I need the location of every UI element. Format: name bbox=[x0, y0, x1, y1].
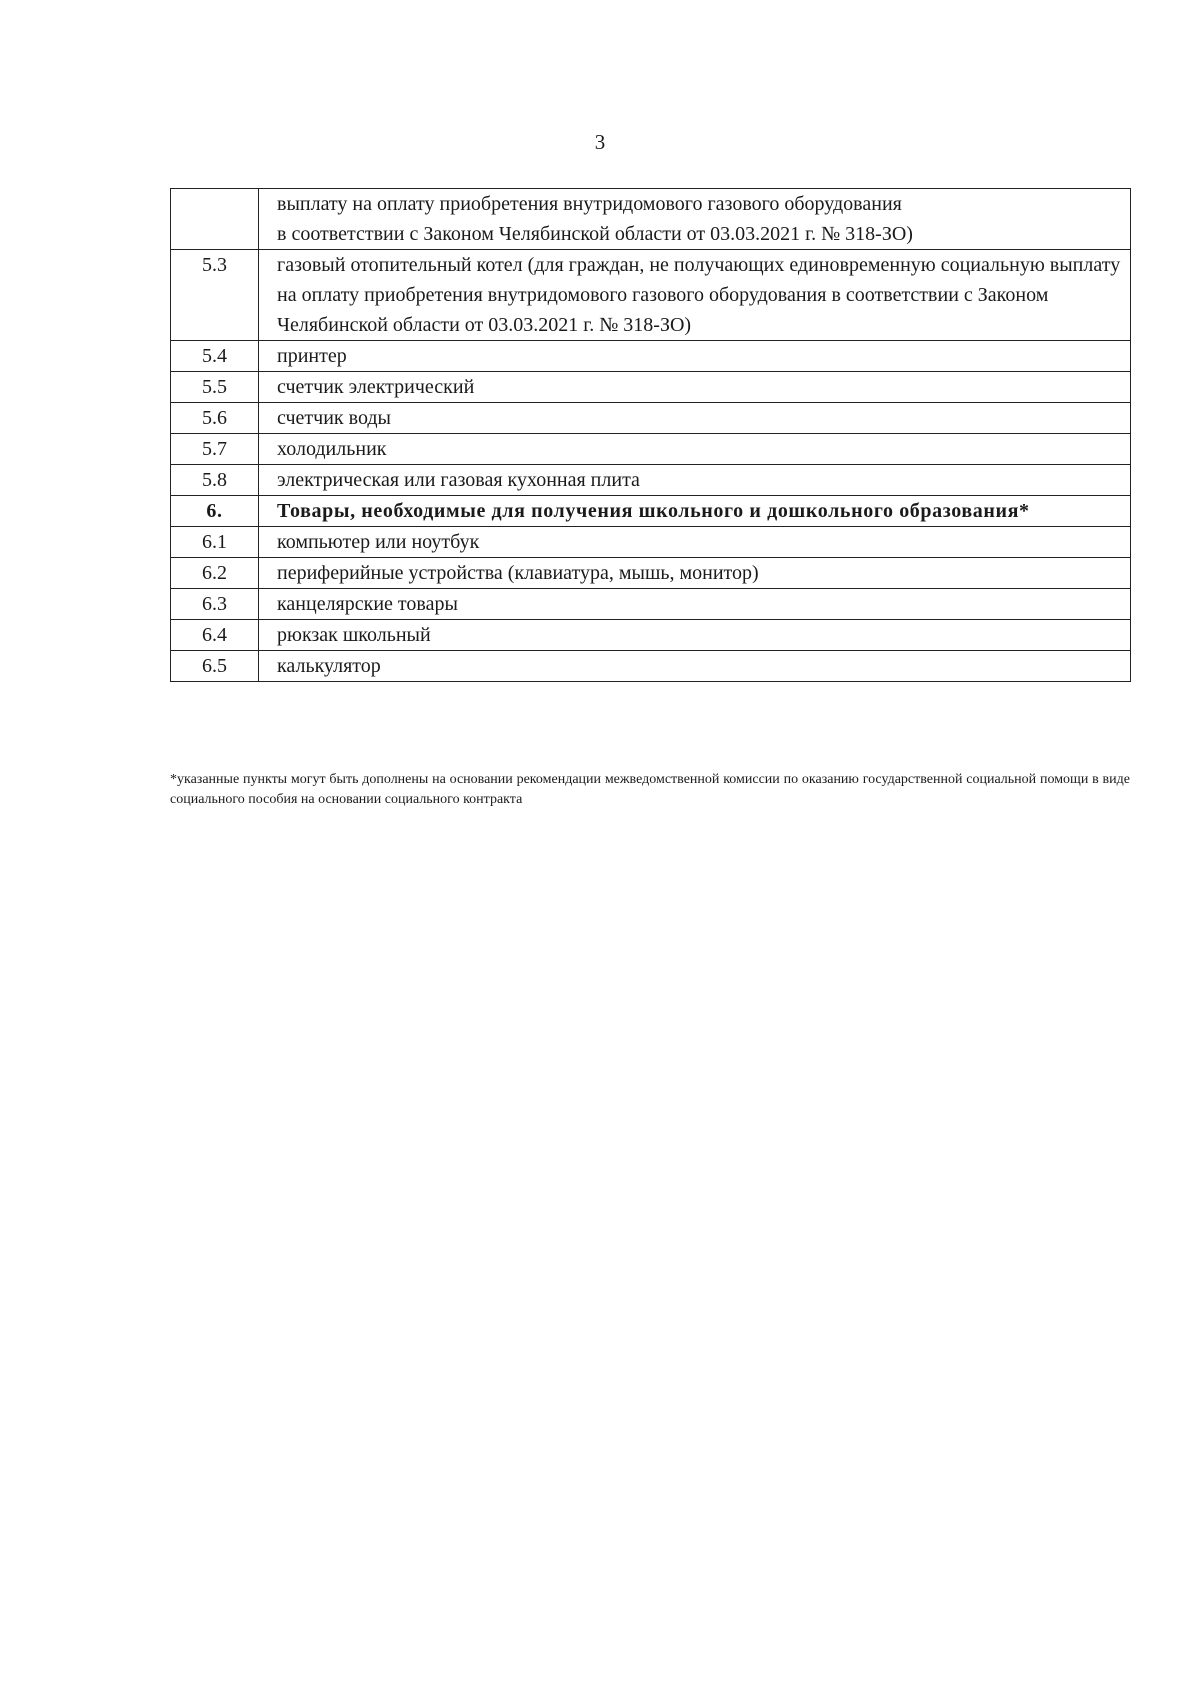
row-number: 6.1 bbox=[171, 527, 259, 558]
row-text: периферийные устройства (клавиатура, мышь, монитор) bbox=[259, 558, 1131, 589]
row-number: 6.3 bbox=[171, 589, 259, 620]
items-table bbox=[170, 188, 1131, 682]
table-row bbox=[171, 527, 1131, 558]
table-row bbox=[171, 250, 1131, 341]
row-text bbox=[259, 189, 1131, 250]
row-number: 6.4 bbox=[171, 620, 259, 651]
table-row bbox=[171, 341, 1131, 372]
section-title: Товары, необходимые для получения школьного и дошкольного образования* bbox=[259, 496, 1131, 527]
row-number: 5.4 bbox=[171, 341, 259, 372]
section-row bbox=[171, 496, 1131, 527]
table-row bbox=[171, 434, 1131, 465]
table-row bbox=[171, 189, 1131, 250]
items-table-body bbox=[171, 189, 1131, 682]
row-text: компьютер или ноутбук bbox=[259, 527, 1131, 558]
row-number: 5.8 bbox=[171, 465, 259, 496]
table-row bbox=[171, 651, 1131, 682]
row-number: 5.3 bbox=[171, 250, 259, 341]
row-text-line-1: выплату на оплату приобретения внутридомового газового оборудования bbox=[277, 193, 902, 215]
row-text: рюкзак школьный bbox=[259, 620, 1131, 651]
table-row bbox=[171, 620, 1131, 651]
table-row bbox=[171, 403, 1131, 434]
row-text: калькулятор bbox=[259, 651, 1131, 682]
row-text: электрическая или газовая кухонная плита bbox=[259, 465, 1131, 496]
row-number: 5.6 bbox=[171, 403, 259, 434]
section-number: 6. bbox=[171, 496, 259, 527]
row-number: 6.2 bbox=[171, 558, 259, 589]
table-row bbox=[171, 372, 1131, 403]
page-number: 3 bbox=[594, 130, 606, 154]
row-text: канцелярские товары bbox=[259, 589, 1131, 620]
row-number: 6.5 bbox=[171, 651, 259, 682]
row-number: 5.7 bbox=[171, 434, 259, 465]
row-number bbox=[171, 189, 259, 250]
row-text: газовый отопительный котел (для граждан, не получающих единовременную социальную выплату на оплату приобретения внутридомового газового оборудования в соответствии с Законом Челябинской области от 03.03.2021 г. № 318-ЗО) bbox=[259, 250, 1131, 341]
table-row bbox=[171, 465, 1131, 496]
row-text: холодильник bbox=[259, 434, 1131, 465]
row-text: счетчик воды bbox=[259, 403, 1131, 434]
row-number: 5.5 bbox=[171, 372, 259, 403]
table-row bbox=[171, 589, 1131, 620]
footnote: *указанные пункты могут быть дополнены на основании рекомендации межведомственной комиссии по оказанию государственной социальной помощи в виде социального пособия на основании социального контракта bbox=[170, 772, 1130, 807]
row-text-line-2: в соответствии с Законом Челябинской области от 03.03.2021 г. № 318-ЗО) bbox=[277, 223, 913, 245]
table-row bbox=[171, 558, 1131, 589]
row-text: счетчик электрический bbox=[259, 372, 1131, 403]
row-text: принтер bbox=[259, 341, 1131, 372]
